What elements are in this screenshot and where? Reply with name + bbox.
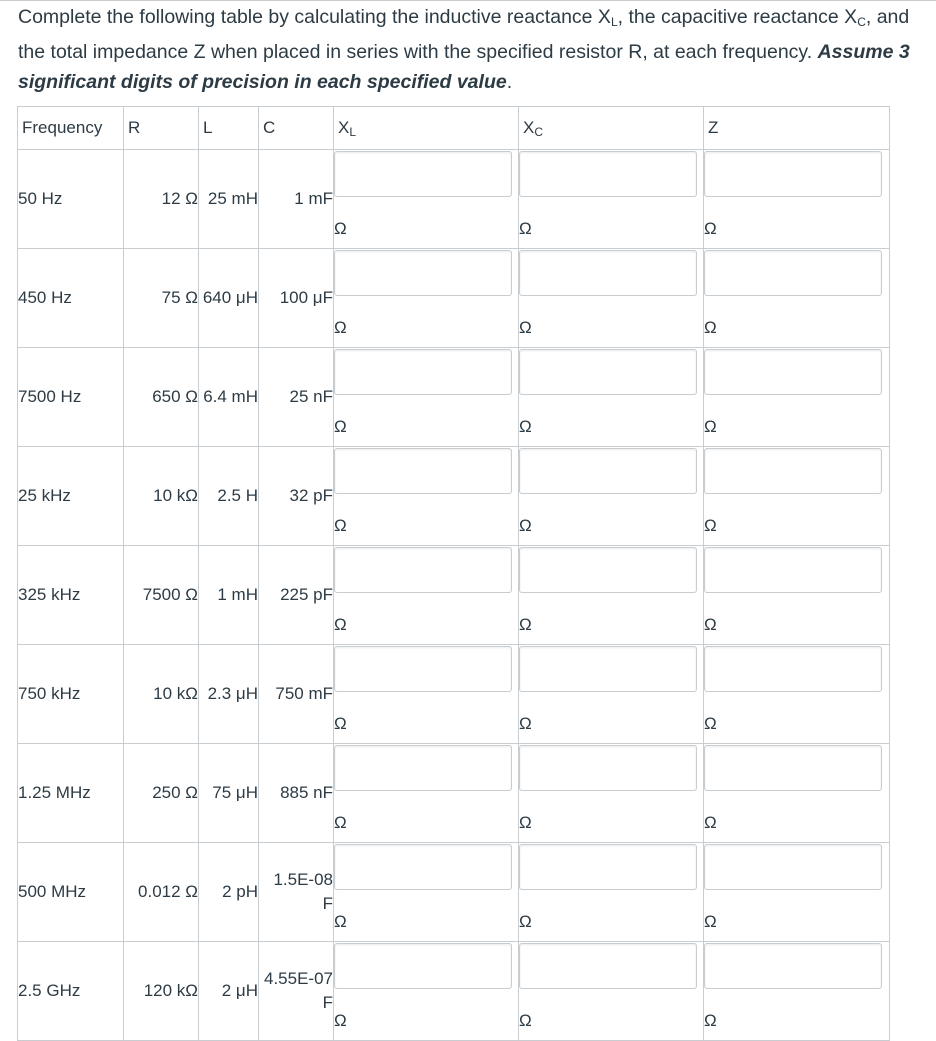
z-unit-label: Ω	[704, 813, 717, 832]
xl-unit-label: Ω	[334, 615, 347, 634]
xc-unit-label: Ω	[519, 219, 532, 238]
table-row	[18, 942, 890, 1041]
xl-unit-label: Ω	[334, 1011, 347, 1030]
cell-frequency: 500 MHz	[18, 843, 124, 942]
cell-l: 640 μH	[199, 249, 259, 348]
cell-r: 120 kΩ	[124, 942, 199, 1041]
cell-z	[704, 744, 890, 843]
cell-c: 25 nF	[259, 348, 334, 447]
header-xl-main: X	[338, 117, 350, 137]
table-row	[18, 546, 890, 645]
header-l: L	[199, 107, 259, 150]
xc-unit-label: Ω	[519, 318, 532, 337]
z-answer-input[interactable]	[704, 943, 882, 989]
xl-unit-label: Ω	[334, 714, 347, 733]
top-divider	[0, 0, 936, 1]
cell-frequency: 325 kHz	[18, 546, 124, 645]
cell-xc	[519, 942, 704, 1041]
xl-unit-label: Ω	[334, 813, 347, 832]
cell-xl	[334, 645, 519, 744]
prompt-text: Complete the following table by calculating the inductive reactance X	[18, 6, 611, 28]
xc-unit-label: Ω	[519, 516, 532, 535]
xc-unit-label: Ω	[519, 912, 532, 931]
xl-answer-input[interactable]	[334, 151, 512, 197]
xc-answer-input[interactable]	[519, 349, 697, 395]
cell-l: 25 mH	[199, 150, 259, 249]
cell-z	[704, 843, 890, 942]
cell-c: 750 mF	[259, 645, 334, 744]
cell-frequency: 750 kHz	[18, 645, 124, 744]
xl-answer-input[interactable]	[334, 943, 512, 989]
cell-r: 12 Ω	[124, 150, 199, 249]
z-unit-label: Ω	[704, 912, 717, 931]
table-row	[18, 843, 890, 942]
cell-c: 100 μF	[259, 249, 334, 348]
z-unit-label: Ω	[704, 1011, 717, 1030]
cell-c: 225 pF	[259, 546, 334, 645]
cell-l: 2.5 H	[199, 447, 259, 546]
z-unit-label: Ω	[704, 714, 717, 733]
cell-z	[704, 348, 890, 447]
cell-r: 650 Ω	[124, 348, 199, 447]
prompt-sub-l: L	[610, 15, 618, 29]
z-unit-label: Ω	[704, 417, 717, 436]
xc-unit-label: Ω	[519, 714, 532, 733]
xc-unit-label: Ω	[519, 615, 532, 634]
cell-l: 2 μH	[199, 942, 259, 1041]
table-row	[18, 744, 890, 843]
header-xc-main: X	[523, 117, 535, 137]
cell-xc	[519, 546, 704, 645]
header-row	[18, 107, 890, 150]
xl-answer-input[interactable]	[334, 844, 512, 890]
cell-xl	[334, 843, 519, 942]
cell-l: 1 mH	[199, 546, 259, 645]
header-r: R	[124, 107, 199, 150]
cell-xc	[519, 150, 704, 249]
xl-answer-input[interactable]	[334, 547, 512, 593]
xc-answer-input[interactable]	[519, 745, 697, 791]
z-answer-input[interactable]	[704, 844, 882, 890]
header-c: C	[259, 107, 334, 150]
xc-answer-input[interactable]	[519, 448, 697, 494]
xc-answer-input[interactable]	[519, 844, 697, 890]
cell-frequency: 2.5 GHz	[18, 942, 124, 1041]
cell-xl	[334, 249, 519, 348]
xl-unit-label: Ω	[334, 318, 347, 337]
question-prompt	[18, 2, 918, 97]
xc-answer-input[interactable]	[519, 151, 697, 197]
z-unit-label: Ω	[704, 516, 717, 535]
xc-unit-label: Ω	[519, 813, 532, 832]
cell-r: 7500 Ω	[124, 546, 199, 645]
xl-answer-input[interactable]	[334, 745, 512, 791]
z-answer-input[interactable]	[704, 646, 882, 692]
cell-r: 0.012 Ω	[124, 843, 199, 942]
xc-answer-input[interactable]	[519, 943, 697, 989]
cell-r: 250 Ω	[124, 744, 199, 843]
cell-xc	[519, 249, 704, 348]
cell-l: 2 pH	[199, 843, 259, 942]
xc-unit-label: Ω	[519, 417, 532, 436]
header-xc-sub: C	[534, 124, 544, 139]
cell-z	[704, 249, 890, 348]
cell-xl	[334, 348, 519, 447]
cell-c: 1 mF	[259, 150, 334, 249]
xl-answer-input[interactable]	[334, 448, 512, 494]
cell-z	[704, 942, 890, 1041]
table-body	[18, 150, 890, 1041]
cell-c: 1.5E-08 F	[259, 843, 334, 942]
xl-answer-input[interactable]	[334, 349, 512, 395]
xc-answer-input[interactable]	[519, 547, 697, 593]
cell-xc	[519, 348, 704, 447]
cell-c: 885 nF	[259, 744, 334, 843]
header-frequency: Frequency	[18, 107, 124, 150]
z-answer-input[interactable]	[704, 448, 882, 494]
cell-xl	[334, 942, 519, 1041]
z-answer-input[interactable]	[704, 151, 882, 197]
reactance-table	[17, 106, 890, 1041]
cell-z	[704, 546, 890, 645]
z-unit-label: Ω	[704, 615, 717, 634]
prompt-text-3: , and the total impedance Z when placed in series with the specified resistor R, at each frequency.	[18, 6, 910, 63]
cell-xc	[519, 843, 704, 942]
cell-c: 4.55E-07 F	[259, 942, 334, 1041]
z-answer-input[interactable]	[704, 250, 882, 296]
cell-z	[704, 645, 890, 744]
cell-r: 10 kΩ	[124, 645, 199, 744]
prompt-text-2: , the capacitive reactance X	[617, 6, 858, 28]
header-xc	[519, 107, 704, 150]
z-answer-input[interactable]	[704, 745, 882, 791]
cell-r: 75 Ω	[124, 249, 199, 348]
xc-answer-input[interactable]	[519, 250, 697, 296]
z-unit-label: Ω	[704, 219, 717, 238]
cell-frequency: 25 kHz	[18, 447, 124, 546]
cell-xc	[519, 447, 704, 546]
xl-answer-input[interactable]	[334, 250, 512, 296]
z-answer-input[interactable]	[704, 547, 882, 593]
table-row	[18, 249, 890, 348]
xl-unit-label: Ω	[334, 516, 347, 535]
z-answer-input[interactable]	[704, 349, 882, 395]
cell-r: 10 kΩ	[124, 447, 199, 546]
cell-frequency: 450 Hz	[18, 249, 124, 348]
header-z: Z	[704, 107, 890, 150]
cell-l: 2.3 μH	[199, 645, 259, 744]
cell-xl	[334, 150, 519, 249]
table-row	[18, 150, 890, 249]
z-unit-label: Ω	[704, 318, 717, 337]
xc-unit-label: Ω	[519, 1011, 532, 1030]
cell-xl	[334, 546, 519, 645]
xl-answer-input[interactable]	[334, 646, 512, 692]
table-row	[18, 645, 890, 744]
cell-xl	[334, 447, 519, 546]
header-xl	[334, 107, 519, 150]
prompt-sub-c: C	[857, 15, 866, 29]
cell-z	[704, 150, 890, 249]
cell-l: 75 μH	[199, 744, 259, 843]
header-xl-sub: L	[349, 124, 357, 139]
cell-xc	[519, 645, 704, 744]
cell-xl	[334, 744, 519, 843]
cell-l: 6.4 mH	[199, 348, 259, 447]
xc-answer-input[interactable]	[519, 646, 697, 692]
cell-xc	[519, 744, 704, 843]
xl-unit-label: Ω	[334, 912, 347, 931]
cell-frequency: 1.25 MHz	[18, 744, 124, 843]
cell-frequency: 7500 Hz	[18, 348, 124, 447]
xl-unit-label: Ω	[334, 417, 347, 436]
cell-c: 32 pF	[259, 447, 334, 546]
table-row	[18, 348, 890, 447]
xl-unit-label: Ω	[334, 219, 347, 238]
prompt-end: .	[506, 71, 513, 93]
cell-z	[704, 447, 890, 546]
prompt-emphasis: Assume 3 significant digits of precision in each specified value	[18, 41, 910, 93]
table-row	[18, 447, 890, 546]
cell-frequency: 50 Hz	[18, 150, 124, 249]
